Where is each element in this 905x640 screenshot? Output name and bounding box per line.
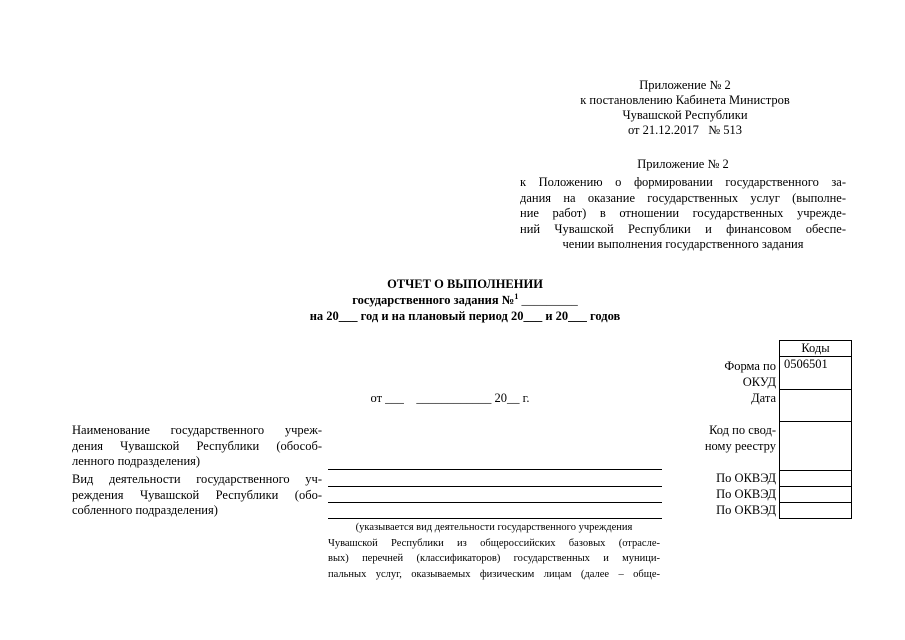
- registry-code-cell[interactable]: [780, 421, 851, 470]
- report-title-line-1: ОТЧЕТ О ВЫПОЛНЕНИИ: [387, 277, 543, 291]
- activity-type-label: [72, 472, 322, 519]
- form-okud-label-line-1: Форма по: [724, 359, 776, 373]
- report-title: [270, 276, 660, 324]
- caption-line: Чувашской Республики из общероссийских базовых (отрасле-: [328, 537, 660, 549]
- appendix-1-line-3: от 21.12.2017 № 513: [627, 123, 743, 137]
- activity-type-line: собленного подразделения): [72, 503, 218, 517]
- appendix-header-1: [560, 78, 810, 138]
- date-label: Дата: [751, 391, 776, 405]
- codes-header: Коды: [780, 340, 851, 356]
- appendix-2-line: чении выполнения государственного задания: [562, 237, 804, 251]
- caption-line: вых) перечней (классификаторов) государственных и муници-: [328, 553, 660, 564]
- okved-label-1: По ОКВЭД: [716, 471, 776, 485]
- okud-code-cell[interactable]: 0506501: [780, 356, 851, 389]
- okved-label-3: По ОКВЭД: [716, 503, 776, 517]
- caption-line: пальных услуг, оказываемых физическим лицам (далее – обще-: [328, 568, 660, 580]
- institution-name-line: ленного подразделения): [72, 454, 201, 468]
- appendix-2-line: к Положению о формировании государственного за-: [520, 175, 846, 189]
- institution-name-line: Наименование государственного учреж-: [72, 423, 322, 437]
- codes-table: [779, 340, 852, 519]
- report-title-line-3: на 20___ год и на плановый период 20___ и 20___ годов: [309, 309, 621, 323]
- report-number-blank: _________: [518, 293, 578, 307]
- okved-code-cell-2[interactable]: [780, 486, 851, 502]
- appendix-1-line-1: к постановлению Кабинета Министров: [580, 93, 790, 107]
- activity-type-line: Вид деятельности государственного уч-: [72, 472, 322, 486]
- institution-name-label: [72, 423, 322, 470]
- okved-label-2: По ОКВЭД: [716, 487, 776, 501]
- form-okud-label: [724, 359, 776, 390]
- registry-code-label-line-1: Код по свод-: [709, 423, 776, 437]
- date-code-cell[interactable]: [780, 389, 851, 421]
- appendix-1-title: Приложение № 2: [639, 78, 731, 92]
- report-title-prefix: государственного задания №: [352, 293, 515, 307]
- appendix-2-line: ние работ) в отношении государственных учрежде-: [520, 206, 846, 220]
- appendix-1-line-2: Чувашской Республики: [622, 108, 748, 122]
- appendix-2-line: ний Чувашской Республики и финансовом обеспе-: [520, 221, 846, 236]
- registry-code-label-line-2: ному реестру: [704, 438, 776, 453]
- okved-code-cell-3[interactable]: [780, 502, 851, 519]
- institution-name-line: дения Чувашской Республики (обособ-: [72, 438, 322, 453]
- activity-type-field-1[interactable]: [328, 486, 662, 487]
- registry-code-label: [705, 423, 776, 454]
- appendix-2-text: [520, 175, 846, 253]
- activity-type-field-2[interactable]: [328, 502, 662, 503]
- form-okud-label-line-2: ОКУД: [742, 374, 776, 389]
- report-date-line: от ___ ____________ 20__ г.: [370, 391, 530, 405]
- appendix-header-2: [520, 157, 846, 253]
- report-title-line-2: [270, 292, 660, 308]
- activity-type-line: реждения Чувашской Республики (обо-: [72, 487, 322, 502]
- footnote-marker: 1: [514, 291, 519, 301]
- institution-name-field[interactable]: [328, 469, 662, 470]
- okved-code-cell-1[interactable]: [780, 470, 851, 486]
- activity-type-caption: [328, 520, 660, 582]
- caption-line: (указывается вид деятельности государственного учреждения: [355, 522, 633, 533]
- appendix-2-line: дания на оказание государственных услуг (выполне-: [520, 190, 846, 205]
- activity-type-field-3[interactable]: [328, 518, 662, 519]
- appendix-2-title: Приложение № 2: [637, 157, 729, 171]
